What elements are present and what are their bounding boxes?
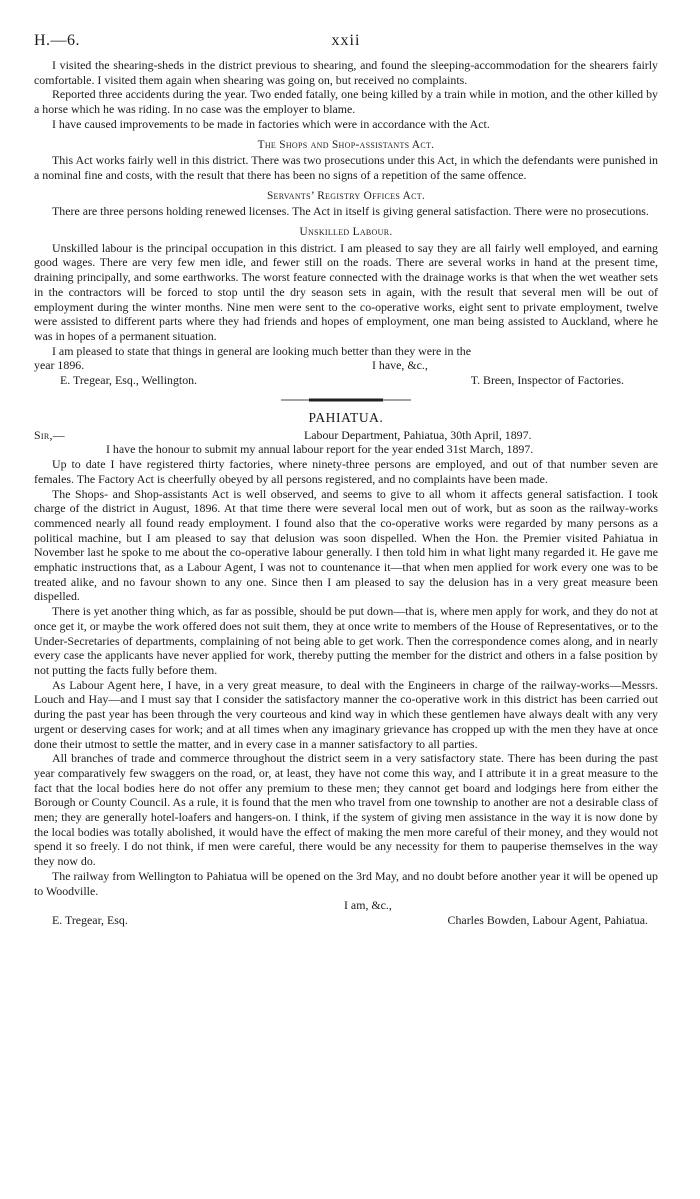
addressee: E. Tregear, Esq., Wellington. xyxy=(60,373,198,388)
paragraph: The railway from Wellington to Pahiatua will be opened on the 3rd May, and no doubt before another year it will be opened up to Woodville. xyxy=(34,868,658,898)
paragraph: Unskilled labour is the principal occupation in this district. I am pleased to say they are all fairly well employed, and earning good wages. There are very few men idle, and fewer still on the roads. There are several works in hand at the present time, draining principally, and some earthworks. The worst feature connected with the drainage works is that when the wet weather sets in the contractors will be forced to stop until the dry season sets in again, with the result that several men will be out of employment during the winter months. Nine men were sent to the co-operative works, eight sent to private employment, twelve were assisted to different parts where they had friends and hopes of employment, one man being assisted to Auckland, where he was in hopes of a permanent situation. xyxy=(34,240,658,343)
paragraph: Reported three accidents during the year. Two ended fatally, one being killed by a train while in motion, and the other killed by a horse which he was riding. In no case was the employer to blame. xyxy=(34,87,658,117)
addressee: E. Tregear, Esq. xyxy=(52,912,128,927)
paragraph: This Act works fairly well in this district. There was two prosecutions under this Act, in which the defendants were punished in a nominal fine and costs, with the result that there has been no signs of a repetition of the same offence. xyxy=(34,153,658,182)
paragraph: As Labour Agent here, I have, in a very great measure, to deal with the Engineers in charge of the railway-works—Messrs. Louch and Hay—and I must say that I consider the satisfactory manner the co-operative work in this district has been carried out during the past year has been through the very courteous and kind way in which these gentlemen have always dealt with any very urgent or deserving cases for work; and at all times when any imaginary grievance has cropped up with the men they have at once done their utmost to settle the matter, and in every case in a manner satisfactory to all parties. xyxy=(34,677,658,751)
dateline: Labour Department, Pahiatua, 30th April, 1897. xyxy=(304,427,532,442)
closing-salutation: I have, &c., xyxy=(372,358,428,373)
signature-block xyxy=(34,373,658,388)
page-header xyxy=(34,18,658,58)
letter-opening xyxy=(34,428,658,443)
section-divider-rule xyxy=(281,396,411,404)
report-reference: H.—6. xyxy=(34,32,81,49)
paragraph: The Shops- and Shop-assistants Act is well observed, and seems to give to all whom it affects general satisfaction. I took charge of the district in August, 1896. At that time there were several local men out of work, but as soon as the railway-works commenced nearly all found ready employment. I found also that the co-operative works were regarded by many persons as a political machine, but I am pleased to say that delusion was soon dispelled. When the Hon. the Premier visited Pahiatua in November last he spoke to me about the co-operative labour generally. I then told him in what light many regarded it. He gave me emphatic instructions that, as a Labour Agent, I was not to countenance it—that when men applied for work every one was to be treated alike, and no favour shown to any one. Since then I am pleased to say the delusion has in a very great measure been dispelled. xyxy=(34,486,658,604)
paragraph: Up to date I have registered thirty factories, where ninety-three persons are employed, and out of that number seven are females. The Factory Act is cheerfully obeyed by all persons registered, and no complaints have been made. xyxy=(34,457,658,486)
closing-line xyxy=(34,358,658,373)
closing-year: year 1896. xyxy=(34,358,85,373)
page-number: xxii xyxy=(331,32,361,49)
section-heading-servants-registry: Servants’ Registry Offices Act. xyxy=(266,189,426,202)
signatory: Charles Bowden, Labour Agent, Pahiatua. xyxy=(447,912,648,927)
paragraph: There is yet another thing which, as far as possible, should be put down—that is, where men apply for work, and they do not at once get it, or maybe the work offered does not suit them, they at once write to members of the House of Representatives, or to the Under-Secretaries of departments, complaining of not being able to get work. Then the correspondence comes along, and in nearly every case the applicants have never applied for work, thereby putting the member for the district and others in a false position by not putting the facts fully before them. xyxy=(34,604,658,677)
paragraph: I am pleased to state that things in general are looking much better than they were in the xyxy=(52,343,472,358)
salutation: Sir,— xyxy=(34,427,65,442)
paragraph: I have the honour to submit my annual labour report for the year ended 31st March, 1897. xyxy=(106,442,534,457)
paragraph: I visited the shearing-sheds in the district previous to shearing, and found the sleeping-accommodation for the shearers fairly comfortable. I visited them again when shearing was going on, but received no complaints. xyxy=(34,58,658,87)
signature-block xyxy=(34,913,658,928)
paragraph: I have caused improvements to be made in factories which were in accordance with the Act. xyxy=(52,116,490,131)
section-heading-unskilled-labour: Unskilled Labour. xyxy=(299,226,393,239)
signatory: T. Breen, Inspector of Factories. xyxy=(470,373,624,388)
section-city-title: PAHIATUA. xyxy=(308,409,384,425)
document-page xyxy=(34,18,658,928)
section-heading-shops-act: The Shops and Shop-assistants Act. xyxy=(257,138,435,151)
paragraph: There are three persons holding renewed licenses. The Act in itself is giving general satisfaction. There were no prosecutions. xyxy=(52,204,649,219)
paragraph: All branches of trade and commerce throughout the district seem in a very satisfactory state. There has been during the past year comparatively few swaggers on the road, or, at least, they have not come this way, and I attribute it in a great measure to the fact that the local bodies here do not offer any premium to these men; they cannot get board and lodgings here from either the Borough or County Council. As a rule, it is found that the men who travel from one township to another are not a desirable class of men; they are generally hotel-loafers and hangers-on. I think, if the system of giving men assistance in the way it is now done by the local bodies was totally abolished, it would have the effect of making the men more careful of their money, and they would not spend it so freely. I do not think, if men were careful, there would be any necessity for them to pauperise themselves in the way they now do. xyxy=(34,751,658,869)
closing-salutation: I am, &c., xyxy=(344,898,392,913)
